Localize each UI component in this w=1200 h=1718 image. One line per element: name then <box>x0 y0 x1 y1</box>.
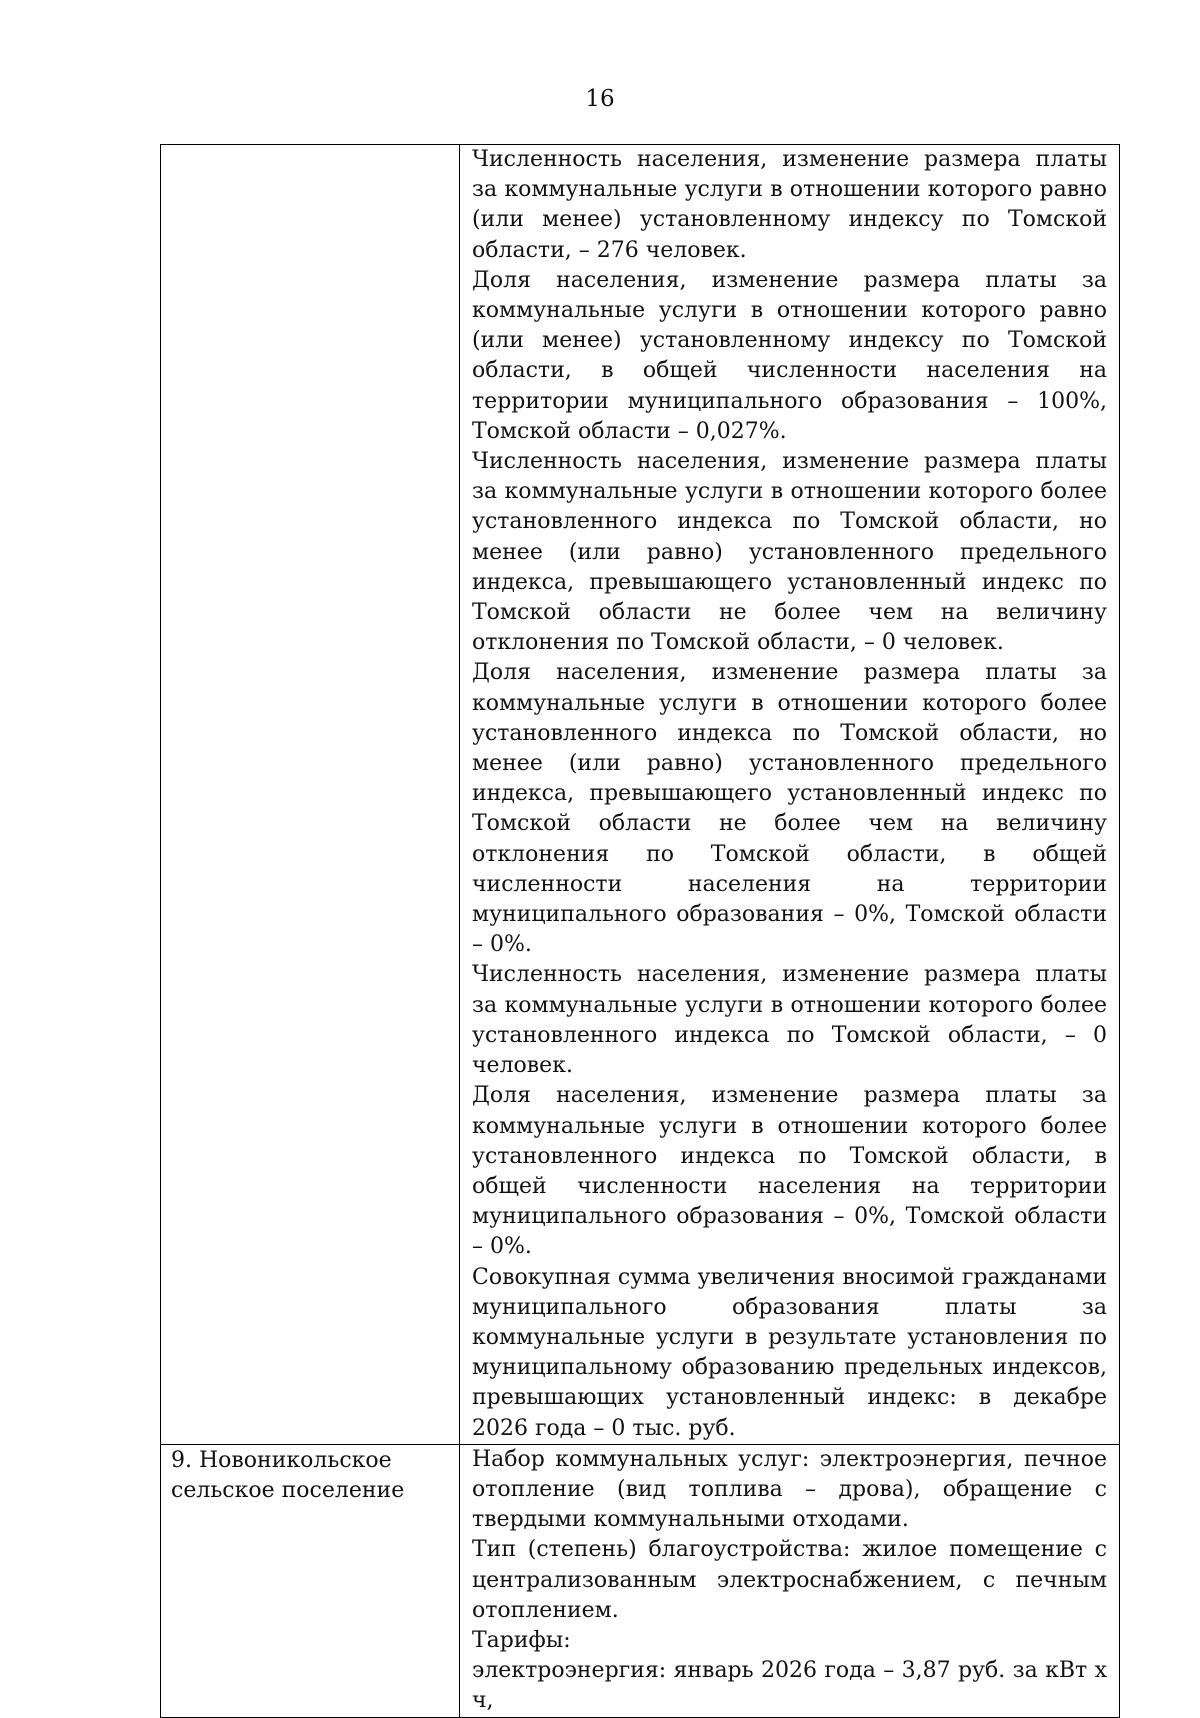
paragraph: Доля населения, изменение размера платы за коммунальные услуги в отношении которого равно (или менее) установленному индексу по Томской области, в общей численности населения на территории муниципального образования – 100%, Томской области – 0,027%. <box>472 267 1107 444</box>
municipality-name-cell <box>161 145 460 1445</box>
paragraph: Набор коммунальных услуг: электроэнергия, печное отопление (вид топлива – дрова), обращение с твердыми коммунальными отходами. <box>472 1446 1107 1533</box>
table-row <box>161 1444 1120 1717</box>
paragraph: Тарифы: <box>472 1627 571 1653</box>
page-number: 16 <box>585 86 615 112</box>
paragraph: Совокупная сумма увеличения вносимой гражданами муниципального образования платы за коммунальные услуги в результате установления по муниципальному образованию предельных индексов, превышающих установленный индекс: в декабре 2026 года – 0 тыс. руб. <box>472 1264 1107 1441</box>
indicators-cell <box>460 1444 1120 1717</box>
paragraph: электроэнергия: январь 2026 года – 3,87 руб. за кВт х ч, <box>472 1658 1107 1714</box>
municipality-name-cell: 9. Новоникольское сельское поселение <box>161 1444 460 1717</box>
indicators-cell <box>460 145 1120 1445</box>
paragraph: Численность населения, изменение размера платы за коммунальные услуги в отношении которого равно (или менее) установленному индексу по Томской области, – 276 человек. <box>472 147 1107 263</box>
table-row <box>161 145 1120 1445</box>
paragraph: Доля населения, изменение размера платы за коммунальные услуги в отношении которого более установленного индекса по Томской области, в общей численности населения на территории муниципального образования – 0%, Томской области – 0%. <box>472 1083 1107 1260</box>
municipality-table <box>160 144 1120 1718</box>
paragraph: Тип (степень) благоустройства: жилое помещение с централизованным электроснабжением, с печным отоплением. <box>472 1537 1107 1623</box>
paragraph: Численность населения, изменение размера платы за коммунальные услуги в отношении которого более установленного индекса по Томской области, – 0 человек. <box>472 962 1107 1079</box>
paragraph: Численность населения, изменение размера платы за коммунальные услуги в отношении которого более установленного индекса по Томской области, но менее (или равно) установленного предельного индекса, превышающего установленный индекс по Томской области не более чем на величину отклонения по Томской области, – 0 человек. <box>472 449 1107 656</box>
paragraph: Доля населения, изменение размера платы за коммунальные услуги в отношении которого более установленного индекса по Томской области, но менее (или равно) установленного предельного индекса, превышающего установленный индекс по Томской области не более чем на величину отклонения по Томской области, в общей численности населения на территории муниципального образования – 0%, Томской области – 0%. <box>472 660 1107 958</box>
